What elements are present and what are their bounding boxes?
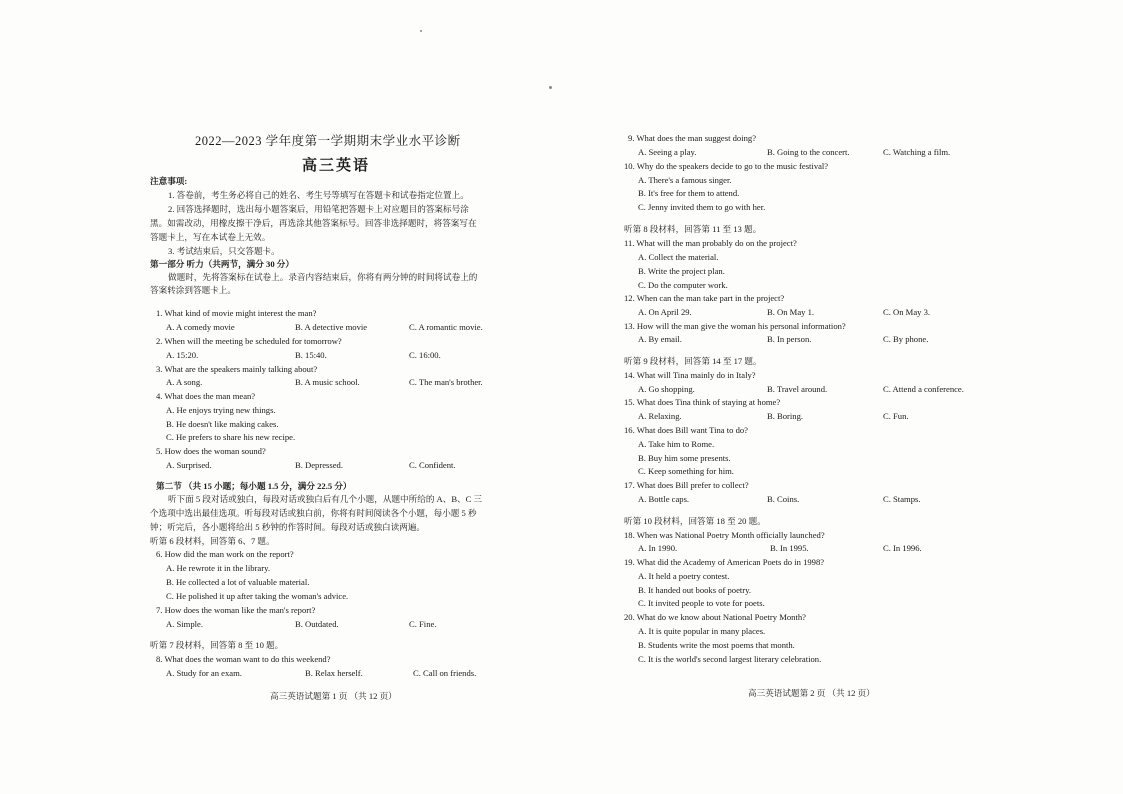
section2-heading: 第二节 （共 15 小题；每小题 1.5 分，满分 22.5 分） — [156, 481, 352, 491]
option: B. Travel around. — [767, 384, 828, 394]
question-stem: 7. How does the woman like the man's report? — [156, 605, 316, 615]
option: B. It handed out books of poetry. — [638, 585, 752, 595]
option: A. By email. — [638, 334, 682, 344]
note-line: 3. 考试结束后，只交答题卡。 — [168, 246, 280, 256]
section2-intro: 个选项中选出最佳选项。听每段对话或独白前，你将有时间阅读各个小题，每小题 5 秒 — [150, 508, 477, 518]
material-heading: 听第 9 段材料，回答第 14 至 17 题。 — [624, 356, 762, 366]
option: C. He polished it up after taking the woman's advice. — [166, 591, 349, 601]
option: C. Do the computer work. — [638, 280, 728, 290]
material-heading: 听第 6 段材料，回答第 6、7 题。 — [150, 536, 275, 546]
option: B. Buy him some presents. — [638, 453, 731, 463]
option: C. It invited people to vote for poets. — [638, 598, 765, 608]
scan-speck — [549, 86, 552, 89]
option: C. On May 3. — [883, 307, 931, 317]
option: C. By phone. — [883, 334, 929, 344]
option: B. It's free for them to attend. — [638, 188, 740, 198]
question-stem: 17. What does Bill prefer to collect? — [624, 480, 749, 490]
section2-intro: 钟；听完后，各小题将给出 5 秒钟的作答时间。每段对话或独白读两遍。 — [150, 522, 426, 532]
note-line: 2. 回答选择题时，选出每小题答案后，用铅笔把答题卡上对应题目的答案标号涂 — [168, 204, 469, 214]
option: A. On April 29. — [638, 307, 692, 317]
option: A. Simple. — [166, 619, 204, 629]
option: B. He collected a lot of valuable material. — [166, 577, 310, 587]
question-stem: 8. What does the woman want to do this weekend? — [156, 654, 331, 664]
option: A. Take him to Rome. — [638, 439, 715, 449]
note-line: 黑。如需改动，用橡皮擦干净后，再选涂其他答案标号。回答非选择题时，将答案写在 — [150, 218, 477, 228]
option: C. 16:00. — [409, 350, 441, 360]
option: B. In 1995. — [770, 543, 809, 553]
option: A. Bottle caps. — [638, 494, 690, 504]
option: B. Depressed. — [295, 460, 343, 470]
page-footer: 高三英语试题第 1 页 （共 12 页） — [270, 691, 397, 701]
question-stem: 16. What does Bill want Tina to do? — [624, 425, 748, 435]
option: C. Fun. — [883, 411, 909, 421]
option: C. Keep something for him. — [638, 466, 734, 476]
material-heading: 听第 7 段材料，回答第 8 至 10 题。 — [150, 640, 284, 650]
question-stem: 20. What do we know about National Poetry Month? — [624, 612, 806, 622]
question-stem: 4. What does the man mean? — [156, 391, 256, 401]
question-stem: 2. When will the meeting be scheduled for tomorrow? — [156, 336, 342, 346]
option: B. Outdated. — [295, 619, 339, 629]
option: A. He rewrote it in the library. — [166, 563, 270, 573]
option: C. In 1996. — [883, 543, 922, 553]
option: B. Going to the concert. — [767, 147, 850, 157]
option: A. Study for an exam. — [166, 668, 242, 678]
option: B. 15:40. — [295, 350, 327, 360]
option: B. On May 1. — [767, 307, 815, 317]
question-stem: 19. What did the Academy of American Poets do in 1998? — [624, 557, 825, 567]
option: A. Surprised. — [166, 460, 212, 470]
option: B. Coins. — [767, 494, 800, 504]
option: C. A romantic movie. — [409, 322, 483, 332]
option: C. Jenny invited them to go with her. — [638, 202, 766, 212]
option: C. Call on friends. — [413, 668, 477, 678]
option: C. It is the world's second largest literary celebration. — [638, 654, 822, 664]
section2-intro: 听下面 5 段对话或独白，每段对话或独白后有几个小题，从题中所给的 A、B、C 三 — [168, 494, 483, 504]
exam-subject: 高三英语 — [302, 158, 371, 174]
question-stem: 13. How will the man give the woman his personal information? — [624, 321, 846, 331]
notes-heading: 注意事项: — [150, 176, 188, 186]
option: A. There's a famous singer. — [638, 175, 732, 185]
part1-intro: 答案转涂到答题卡上。 — [150, 285, 236, 295]
question-stem: 9. What does the man suggest doing? — [628, 133, 757, 143]
option: A. Go shopping. — [638, 384, 695, 394]
question-stem: 15. What does Tina think of staying at home? — [624, 397, 781, 407]
part1-heading: 第一部分 听力（共两节，满分 30 分） — [150, 259, 294, 269]
note-line: 答题卡上，写在本试卷上无效。 — [150, 232, 271, 242]
option: B. A music school. — [295, 377, 360, 387]
question-stem: 6. How did the man work on the report? — [156, 549, 294, 559]
note-line: 1. 答卷前，考生务必将自己的姓名、考生号等填写在答题卡和试卷指定位置上。 — [168, 190, 469, 200]
question-stem: 12. When can the man take part in the project? — [624, 293, 785, 303]
option: A. He enjoys trying new things. — [166, 405, 276, 415]
scan-speck — [420, 30, 422, 32]
option: C. Attend a conference. — [883, 384, 964, 394]
question-stem: 5. How does the woman sound? — [156, 446, 266, 456]
option: C. Watching a film. — [883, 147, 951, 157]
option: A. Seeing a play. — [638, 147, 697, 157]
option: A. Relaxing. — [638, 411, 682, 421]
option: A. It is quite popular in many places. — [638, 626, 766, 636]
option: B. He doesn't like making cakes. — [166, 419, 279, 429]
option: A. In 1990. — [638, 543, 678, 553]
option: A. It held a poetry contest. — [638, 571, 730, 581]
part1-intro: 做题时，先将答案标在试卷上。录音内容结束后，你将有两分钟的时间将试卷上的 — [168, 272, 478, 282]
question-stem: 18. When was National Poetry Month officially launched? — [624, 530, 825, 540]
option: A. A song. — [166, 377, 203, 387]
material-heading: 听第 8 段材料，回答第 11 至 13 题。 — [624, 224, 762, 234]
exam-title: 2022—2023 学年度第一学期期末学业水平诊断 — [195, 134, 461, 148]
option: C. Stamps. — [883, 494, 921, 504]
question-stem: 14. What will Tina mainly do in Italy? — [624, 370, 756, 380]
option: C. Fine. — [409, 619, 437, 629]
option: A. Collect the material. — [638, 252, 719, 262]
option: B. Students write the most poems that month. — [638, 640, 795, 650]
option: B. Write the project plan. — [638, 266, 725, 276]
option: B. A detective movie — [295, 322, 368, 332]
page-footer: 高三英语试题第 2 页 （共 12 页） — [748, 688, 875, 698]
option: C. Confident. — [409, 460, 456, 470]
question-stem: 11. What will the man probably do on the project? — [624, 238, 797, 248]
question-stem: 10. Why do the speakers decide to go to the music festival? — [624, 161, 829, 171]
option: C. He prefers to share his new recipe. — [166, 432, 296, 442]
option: A. 15:20. — [166, 350, 199, 360]
material-heading: 听第 10 段材料，回答第 18 至 20 题。 — [624, 516, 766, 526]
option: A. A comedy movie — [166, 322, 235, 332]
question-stem: 3. What are the speakers mainly talking about? — [156, 364, 318, 374]
option: B. In person. — [767, 334, 812, 344]
option: C. The man's brother. — [409, 377, 483, 387]
option: B. Relax herself. — [305, 668, 363, 678]
option: B. Boring. — [767, 411, 804, 421]
question-stem: 1. What kind of movie might interest the man? — [156, 308, 317, 318]
